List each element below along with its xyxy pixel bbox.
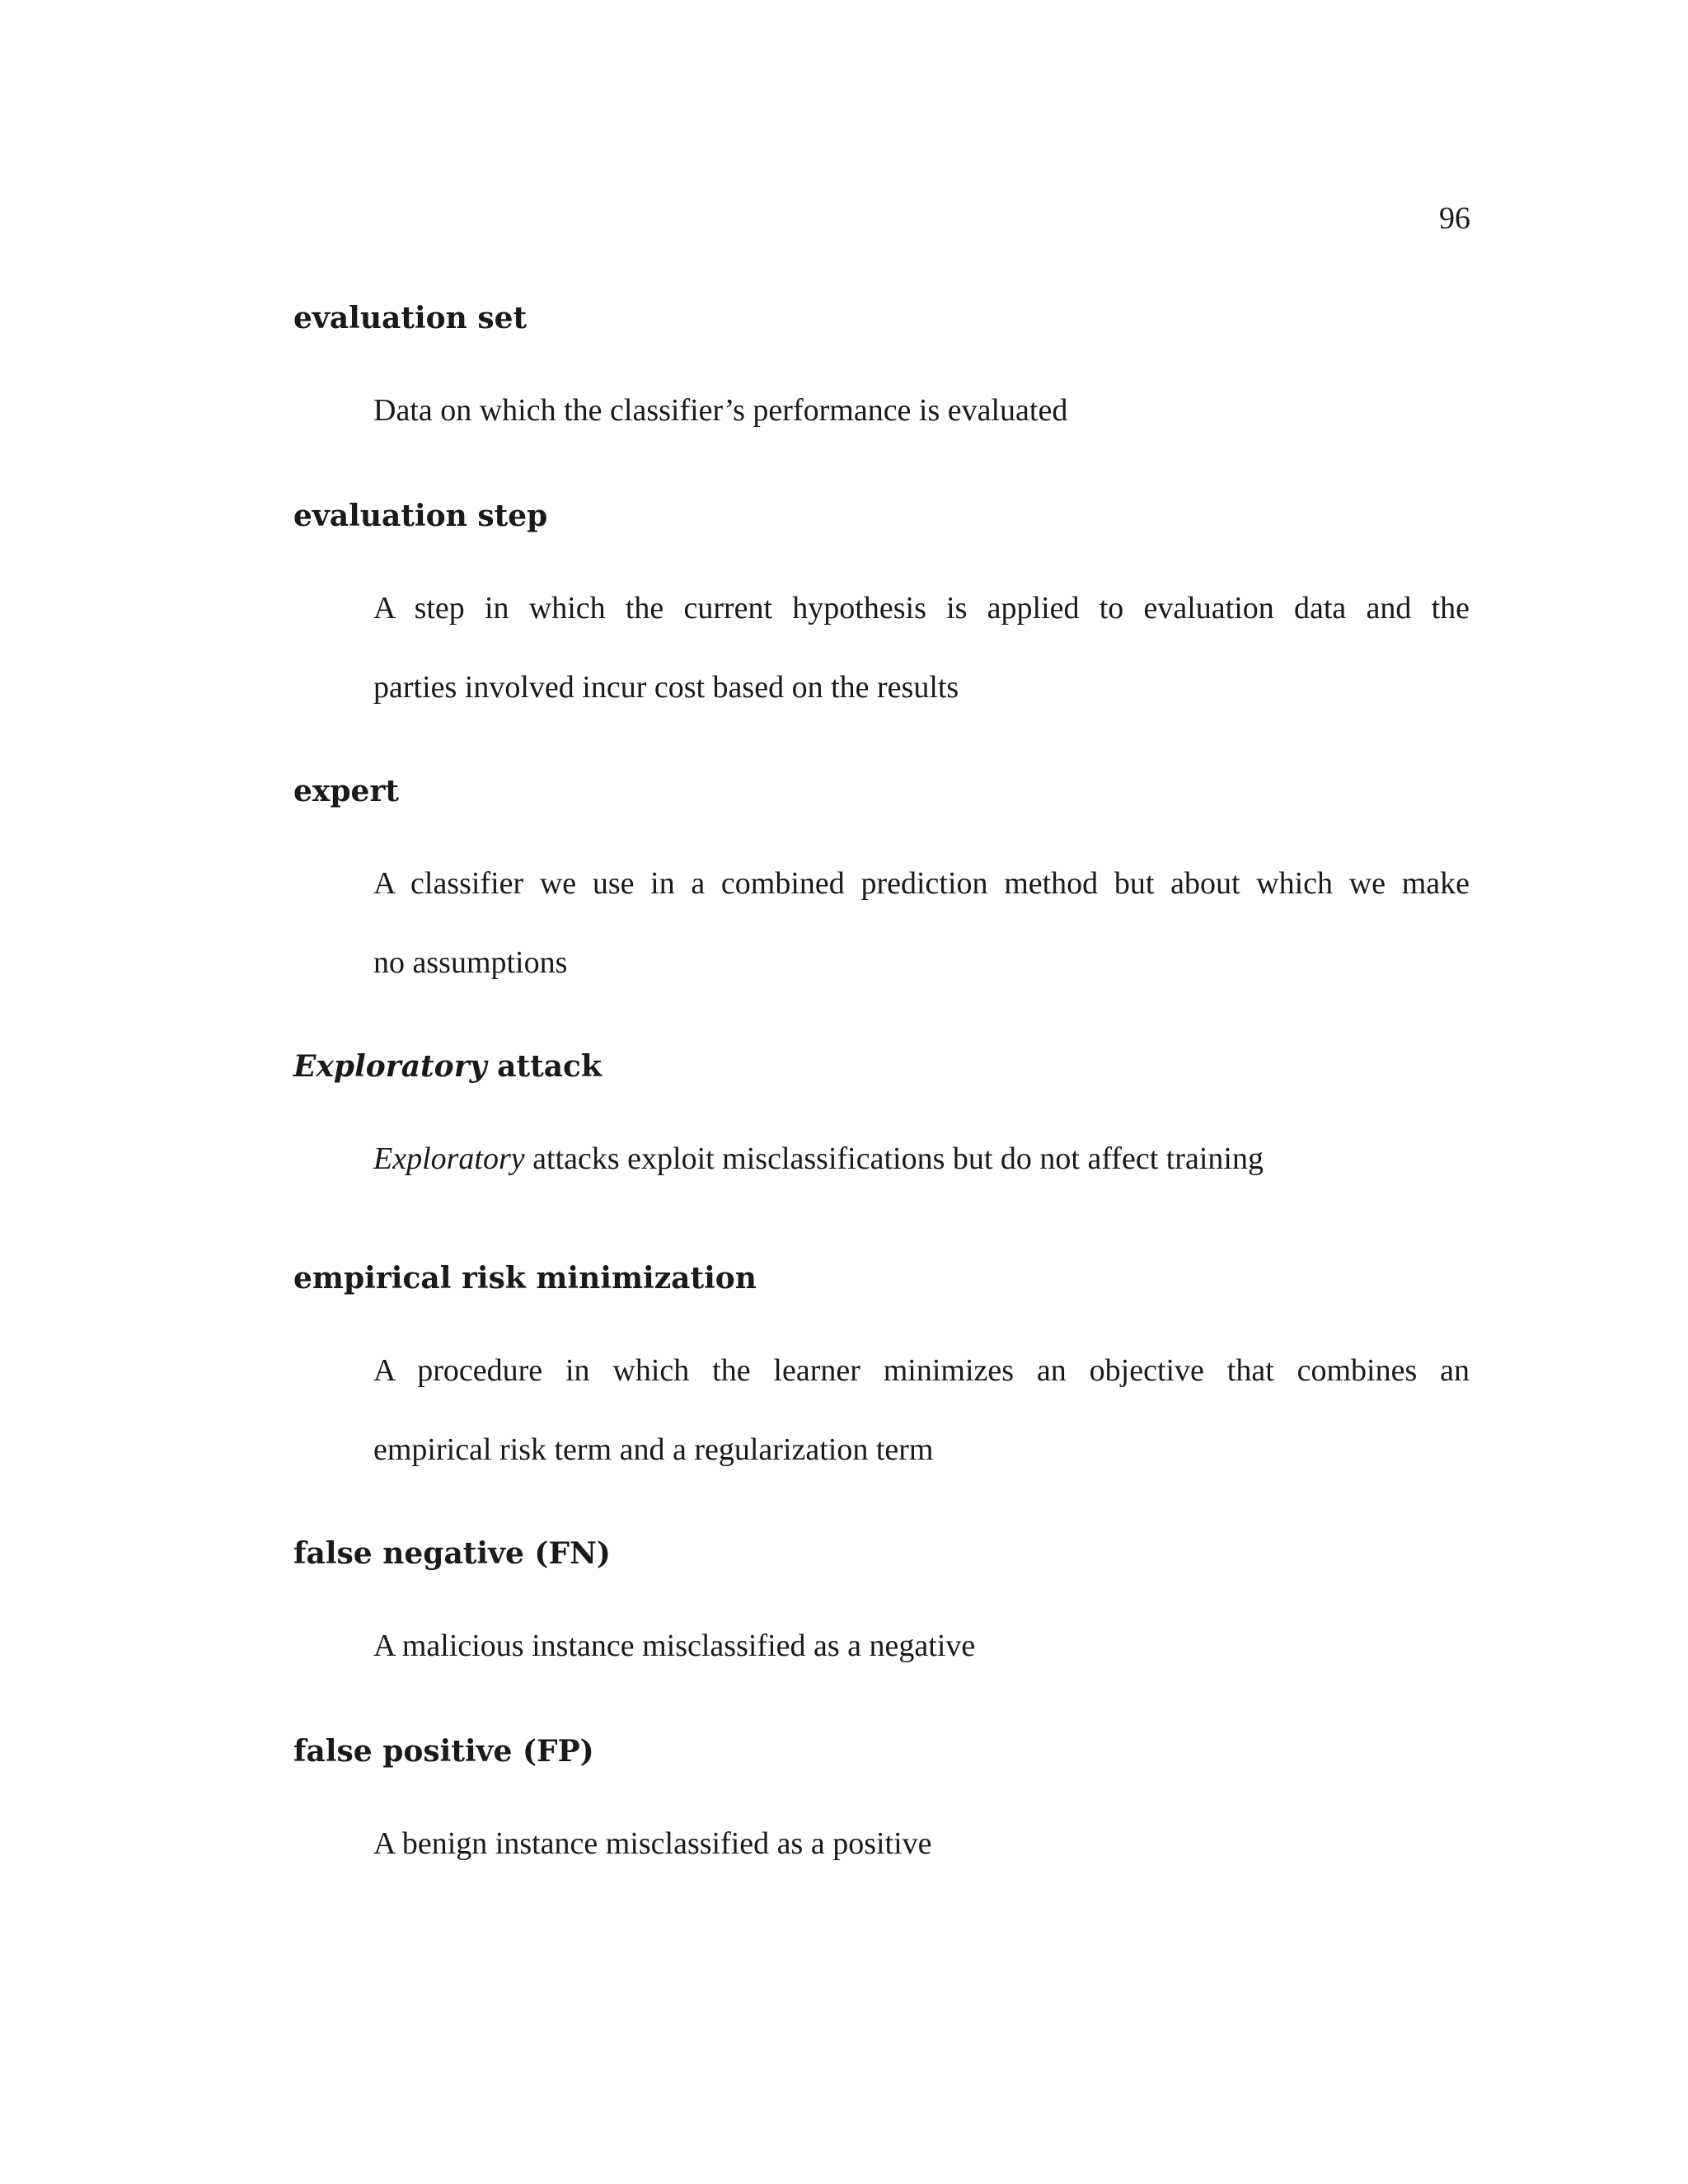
definition-line: A benign instance misclassified as a positive <box>373 1826 932 1861</box>
glossary-term: empirical risk minimization <box>293 1261 757 1296</box>
definition-line: A procedure in which the learner minimizes an objective that combines an <box>373 1353 1470 1388</box>
glossary-definition <box>373 844 1470 1002</box>
definition-line: A malicious instance misclassified as a negative <box>373 1629 976 1663</box>
glossary-definition <box>373 371 1470 450</box>
definition-italic: Exploratory <box>373 1141 525 1176</box>
definition-line: A step in which the current hypothesis is applied to evaluation data and the <box>373 591 1470 626</box>
glossary-term: expert <box>293 774 400 808</box>
glossary-term-italic: Exploratory <box>293 1049 487 1084</box>
definition-line: Data on which the classifier’s performance is evaluated <box>373 393 1068 428</box>
glossary-term: false negative (FN) <box>293 1536 611 1571</box>
definition-line <box>373 1119 1470 1198</box>
definition-rest: attacks exploit misclassifications but do not affect training <box>524 1141 1264 1176</box>
glossary-definition <box>373 1331 1470 1489</box>
glossary-term: false positive (FP) <box>293 1734 594 1769</box>
glossary-definition <box>373 569 1470 727</box>
definition-line: A classifier we use in a combined prediction method but about which we make <box>373 866 1470 901</box>
glossary-term <box>293 1047 602 1085</box>
glossary-definition <box>373 1804 1470 1883</box>
glossary-term: evaluation set <box>293 301 528 335</box>
glossary-term: evaluation step <box>293 499 548 533</box>
glossary-definition <box>373 1119 1470 1198</box>
definition-line: empirical risk term and a regularization term <box>373 1432 934 1467</box>
glossary-term-rest: attack <box>486 1049 602 1084</box>
definition-line: no assumptions <box>373 945 568 980</box>
page-number: 96 <box>1439 201 1470 236</box>
definition-line: parties involved incur cost based on the results <box>373 670 959 705</box>
glossary-definition <box>373 1606 1470 1685</box>
